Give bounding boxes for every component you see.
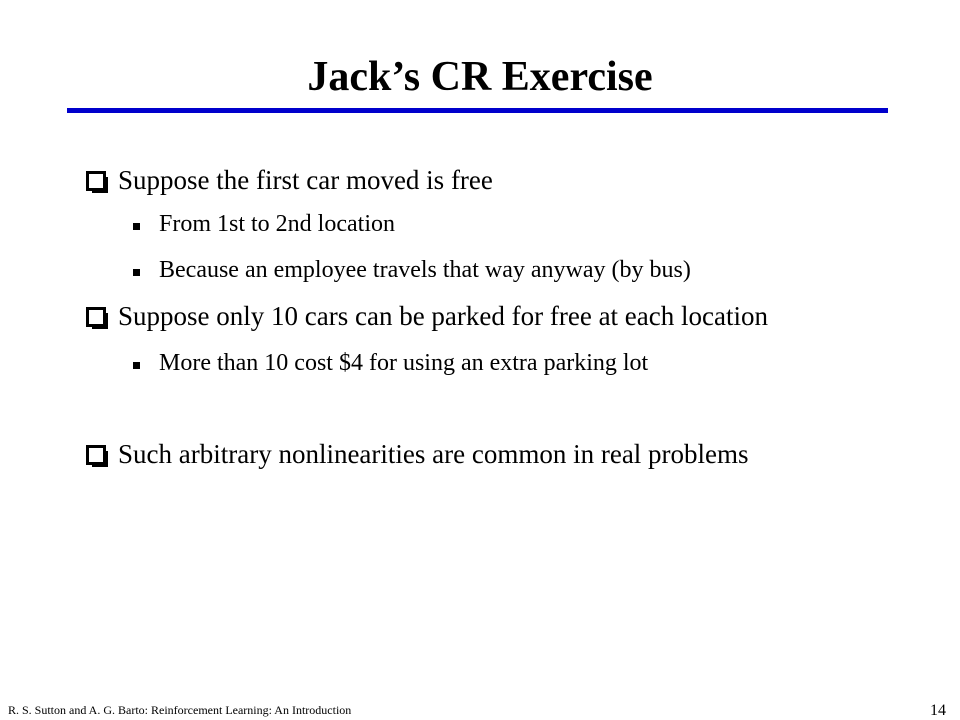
bullet-text: Such arbitrary nonlinearities are common in real problems xyxy=(118,439,749,469)
square-bullet-icon xyxy=(133,362,140,369)
sub-bullet-text: More than 10 cost $4 for using an extra parking lot xyxy=(159,350,649,376)
bullet-item xyxy=(86,164,493,196)
square-bullet-icon xyxy=(133,269,140,276)
checkbox-bullet-icon xyxy=(86,171,106,191)
slide-title: Jack’s CR Exercise xyxy=(307,54,653,100)
sub-bullet-item xyxy=(133,208,395,240)
bullet-text: Suppose only 10 cars can be parked for free at each location xyxy=(118,301,768,331)
sub-bullet-item xyxy=(133,347,648,379)
page-number: 14 xyxy=(930,702,946,719)
bullet-text: Suppose the first car moved is free xyxy=(118,165,493,195)
checkbox-bullet-icon xyxy=(86,307,106,327)
footer-credit: R. S. Sutton and A. G. Barto: Reinforcement Learning: An Introduction xyxy=(8,703,352,717)
sub-bullet-text: Because an employee travels that way anyway (by bus) xyxy=(159,257,691,283)
bullet-item xyxy=(86,438,749,470)
sub-bullet-item xyxy=(133,254,691,286)
bullet-item xyxy=(86,300,768,332)
checkbox-bullet-icon xyxy=(86,445,106,465)
square-bullet-icon xyxy=(133,223,140,230)
sub-bullet-text: From 1st to 2nd location xyxy=(159,211,395,237)
